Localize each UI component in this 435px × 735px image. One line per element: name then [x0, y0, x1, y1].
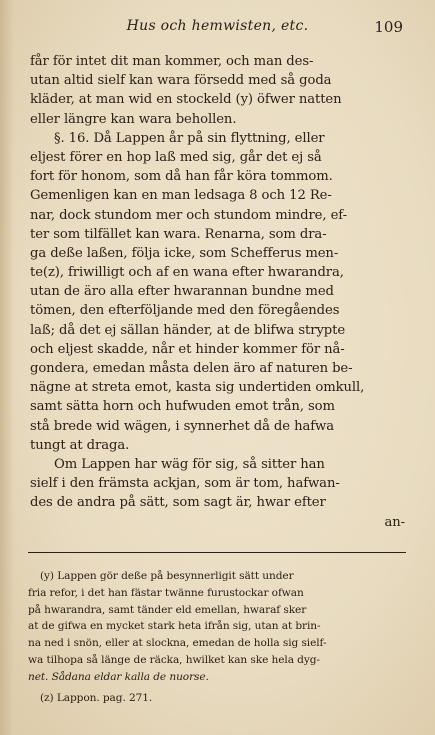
text-line: samt sätta horn och hufwuden emot trån, som: [30, 399, 335, 415]
text-line: nägne at streta emot, kasta sig undertiden omkull,: [30, 380, 365, 396]
text-line: ter som tilfället kan wara. Renarna, som dra-: [30, 226, 327, 242]
text-line: och eljest skadde, når et hinder kommer för nå-: [30, 341, 345, 357]
footnote-line: at de gifwa en mycket stark heta ifrån sig, utan at brin-: [28, 620, 321, 633]
text-line: laß; då det ej sällan händer, at de blifwa strypte: [30, 322, 346, 338]
text-line: fort för honom, som då han får köra tommom.: [30, 169, 333, 185]
footnote-line-reference: (z) Lappon. pag. 271.: [40, 691, 153, 704]
catchword: an-: [384, 514, 405, 530]
text-line: te(z), friwilligt och af en wana efter hwarandra,: [30, 265, 344, 281]
body-text: [30, 52, 405, 532]
text-line-section-start: §. 16. Då Lappen år på sin flyttning, eller: [54, 130, 325, 146]
footnotes: [28, 568, 406, 706]
text-line-paragraph-start: Om Lappen har wäg för sig, så sitter han: [54, 456, 325, 472]
text-line: eller längre kan wara behollen.: [30, 111, 237, 127]
text-line: får för intet dit man kommer, och man des-: [30, 54, 314, 69]
text-line: ga deße laßen, följa icke, som Schefferus men-: [30, 245, 339, 261]
footnote-line: wa tilhopa så länge de räcka, hwilket kan ske hela dyg-: [28, 653, 320, 666]
text-line: Gemenligen kan en man ledsaga 8 och 12 Re-: [30, 188, 332, 204]
running-title: Hus och hemwisten, etc.: [126, 18, 309, 34]
footnote-line: på hwarandra, samt tänder eld emellan, hwaraf sker: [28, 603, 307, 616]
page-number: 109: [374, 18, 403, 36]
text-line: sielf i den främsta ackjan, som är tom, hafwan-: [30, 476, 340, 492]
footnote-line: fria refor, i det han fästar twänne furustockar ofwan: [28, 586, 304, 599]
text-line: utan altid sielf kan wara försedd med så goda: [30, 73, 332, 89]
text-line: des de andra på sätt, som sagt är, hwar efter: [30, 495, 326, 511]
page-header: [0, 18, 435, 42]
text-line: tungt at draga.: [30, 437, 130, 453]
text-line: eljest förer en hop laß med sig, går det ej så: [30, 149, 322, 165]
text-line: utan de äro alla efter hwarannan bundne med: [30, 284, 334, 300]
text-line: nar, dock stundom mer och stundom mindre, ef-: [30, 207, 347, 223]
footnote-line: net. Sådana eldar kalla de nuorse.: [28, 670, 209, 683]
text-line: kläder, at man wid en stockeld (y) öfwer natten: [30, 92, 342, 108]
footnote-line: (y) Lappen gör deße på besynnerligit sätt under: [40, 570, 294, 582]
text-line: stå brede wid wägen, i synnerhet då de hafwa: [30, 418, 334, 434]
text-line: tömen, den efterföljande med den föregåendes: [30, 303, 340, 319]
text-line: gondera, emedan måsta delen äro af naturen be-: [30, 361, 353, 376]
page-gutter-shadow: [0, 0, 14, 735]
footnote-line: na ned i snön, eller at slockna, emedan de holla sig sielf-: [28, 637, 327, 650]
footnote-divider: [28, 552, 406, 553]
